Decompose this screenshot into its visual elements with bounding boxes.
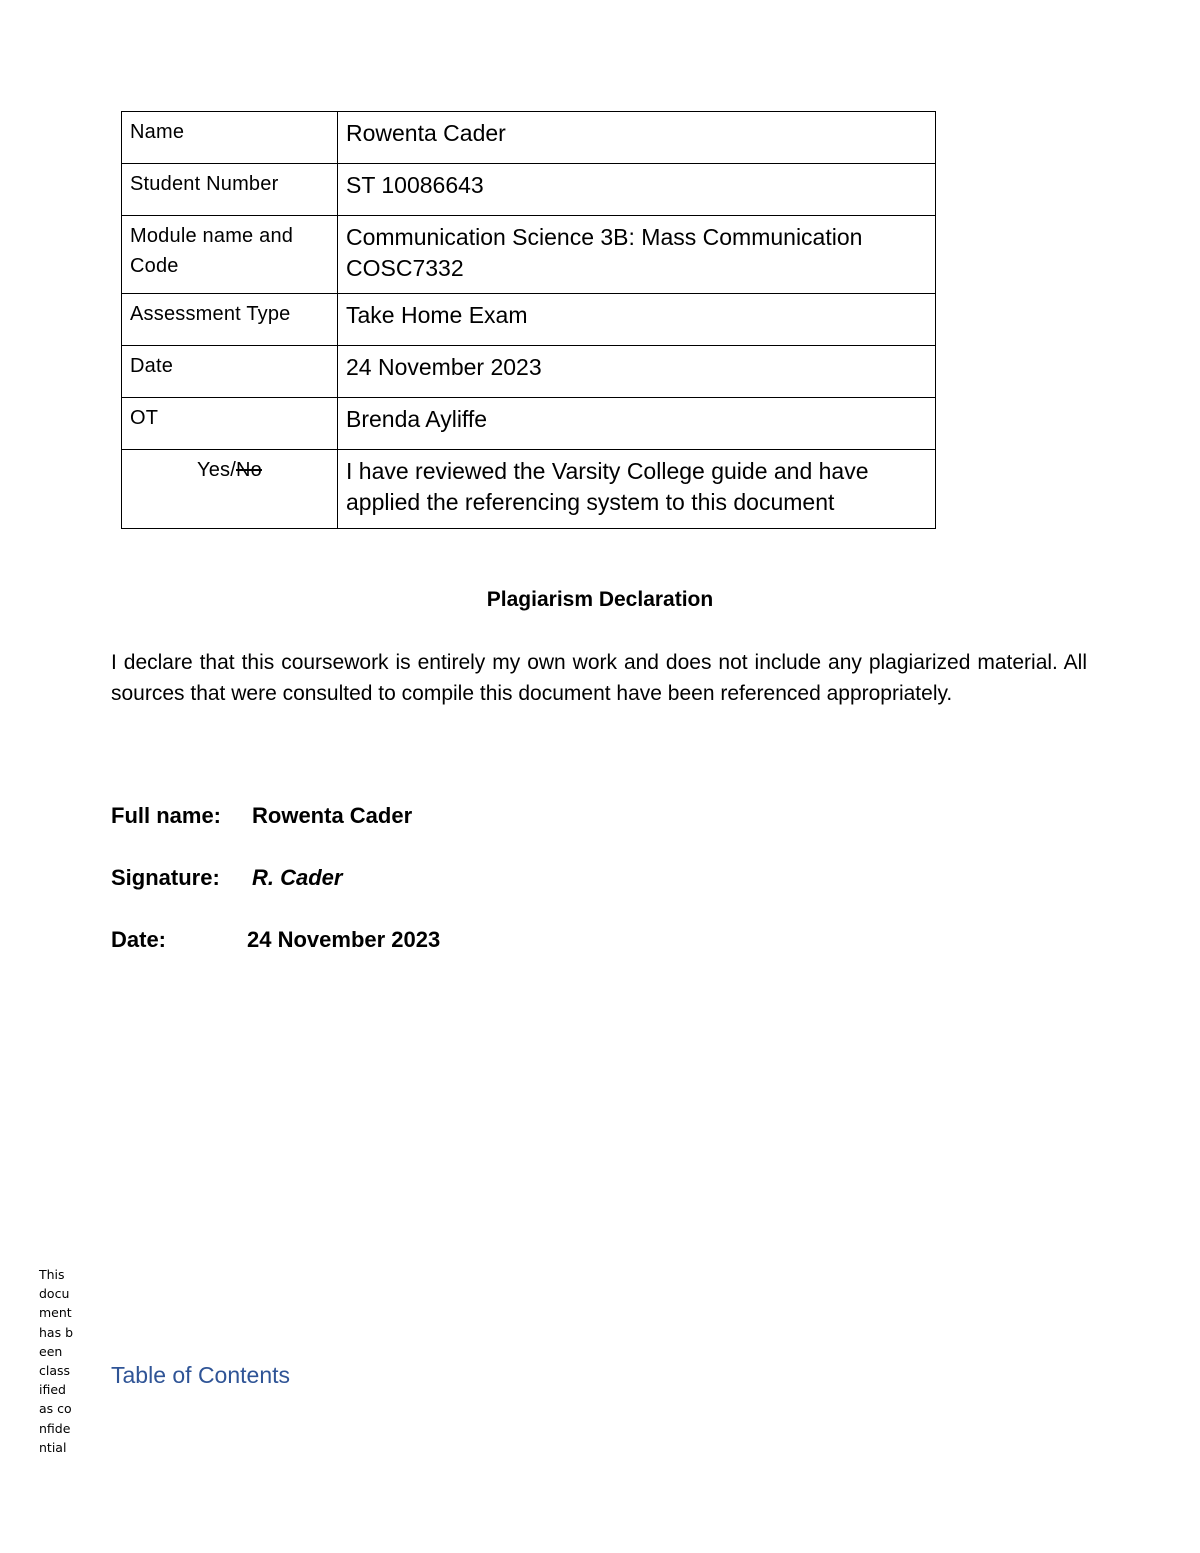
ot-label: OT (122, 398, 338, 450)
no-option-struck: No (236, 459, 262, 481)
full-name-row (111, 802, 413, 830)
signature-value: R. Cader (252, 865, 343, 890)
ot-value: Brenda Ayliffe (338, 398, 936, 450)
table-row (122, 450, 936, 529)
module-value: Communication Science 3B: Mass Communication COSC7332 (338, 216, 936, 294)
table-row (122, 294, 936, 346)
confidential-note: This document has been classified as confidential (39, 1267, 74, 1455)
date-value: 24 November 2023 (338, 346, 936, 398)
table-row (122, 398, 936, 450)
declaration-body: I declare that this coursework is entirely my own work and does not include any plagiarized material. All sources that were consulted to compile this document have been referenced appropriately. (111, 651, 1087, 705)
name-value: Rowenta Cader (338, 112, 936, 164)
declaration-date-row (111, 926, 441, 954)
signature-label: Signature: (111, 865, 220, 890)
referencing-statement: I have reviewed the Varsity College guide and have applied the referencing system to this document (338, 450, 936, 529)
yes-option: Yes/ (197, 459, 236, 481)
signature-row (111, 864, 343, 892)
full-name-label: Full name: (111, 803, 222, 828)
student-info-table (121, 111, 936, 529)
referencing-yes-no (122, 450, 338, 529)
name-label: Name (122, 112, 338, 164)
table-row (122, 346, 936, 398)
table-of-contents-heading[interactable]: Table of Contents (111, 1362, 291, 1388)
full-name-value: Rowenta Cader (252, 803, 413, 828)
module-label: Module name and Code (122, 216, 338, 294)
assessment-type-label: Assessment Type (122, 294, 338, 346)
student-number-label: Student Number (122, 164, 338, 216)
table-row (122, 164, 936, 216)
assessment-type-value: Take Home Exam (338, 294, 936, 346)
table-row (122, 216, 936, 294)
date-label: Date (122, 346, 338, 398)
declaration-date-value: 24 November 2023 (247, 927, 441, 952)
declaration-date-label: Date: (111, 927, 167, 952)
student-number-value: ST 10086643 (338, 164, 936, 216)
declaration-title: Plagiarism Declaration (486, 588, 714, 611)
table-row (122, 112, 936, 164)
